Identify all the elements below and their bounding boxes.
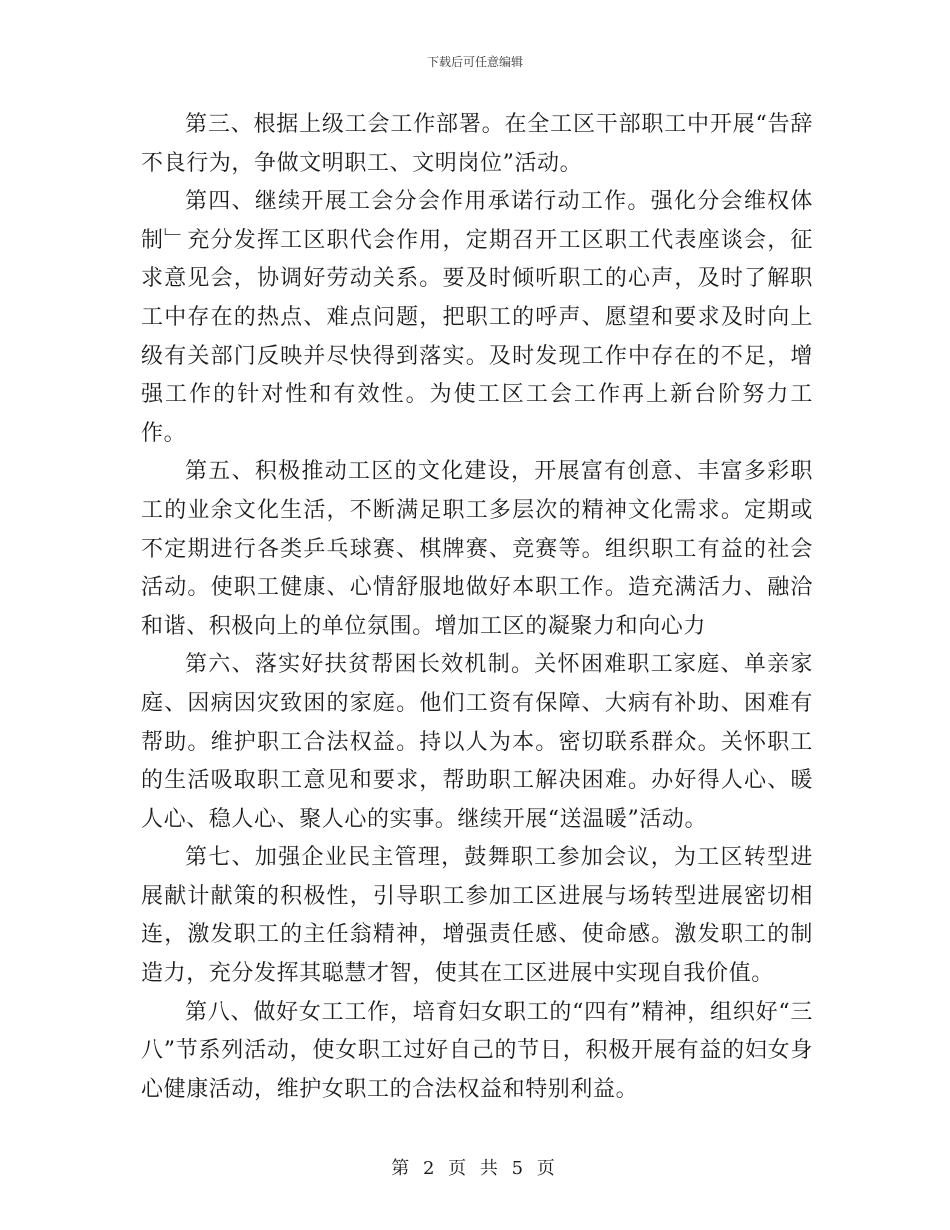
- paragraph-8: 第八、做好女工工作，培育妇女职工的“四有”精神，组织好“三八”节系列活动，使女职工过好自己的节日，积极开展有益的妇女身心健康活动，维护女职工的合法权益和特别利益。: [141, 999, 813, 1102]
- paragraph-4: 第四、继续开展工会分会作用承诺行动工作。强化分会维权体制﹂充分发挥工区职代会作用，定期召开工区职工代表座谈会，征求意见会，协调好劳动关系。要及时倾听职工的心声，及时了解职工中存在的热点、难点问题，把职工的呼声、愿望和要求及时向上级有关部门反映并尽快得到落实。及时发现工作中存在的不足，增强工作的针对性和有效性。为使工区工会工作再上新台阶努力工作。: [141, 189, 813, 446]
- paragraph-7: 第七、加强企业民主管理，鼓舞职工参加会议，为工区转型进展献计献策的积极性，引导职工参加工区进展与场转型进展密切相连，激发职工的主任翁精神，增强责任感、使命感。激发职工的制造力，充分发挥其聪慧才智，使其在工区进展中实现自我价值。: [141, 845, 813, 987]
- paragraph-6: 第六、落实好扶贫帮困长效机制。关怀困难职工家庭、单亲家庭、因病因灾致困的家庭。他们工资有保障、大病有补助、困难有帮助。维护职工合法权益。持以人为本。密切联系群众。关怀职工的生活吸取职工意见和要求，帮助职工解决困难。办好得人心、暖人心、稳人心、聚人心的实事。继续开展“送温暖”活动。: [141, 652, 813, 832]
- document-body: [141, 106, 813, 1109]
- paragraph-3: 第三、根据上级工会工作部署。在全工区干部职工中开展“告辞不良行为，争做文明职工、文明岗位”活动。: [141, 112, 813, 176]
- page-header: 下载后可任意编辑: [426, 55, 523, 69]
- paragraph-5: 第五、积极推动工区的文化建设，开展富有创意、丰富多彩职工的业余文化生活，不断满足职工多层次的精神文化需求。定期或不定期进行各类乒乓球赛、棋牌赛、竞赛等。组织职工有益的社会活动。使职工健康、心情舒服地做好本职工作。造充满活力、融洽和谐、积极向上的单位氛围。增加工区的凝聚力和向心力: [141, 459, 813, 639]
- page-footer: 第 2 页 共 5 页: [391, 1158, 559, 1179]
